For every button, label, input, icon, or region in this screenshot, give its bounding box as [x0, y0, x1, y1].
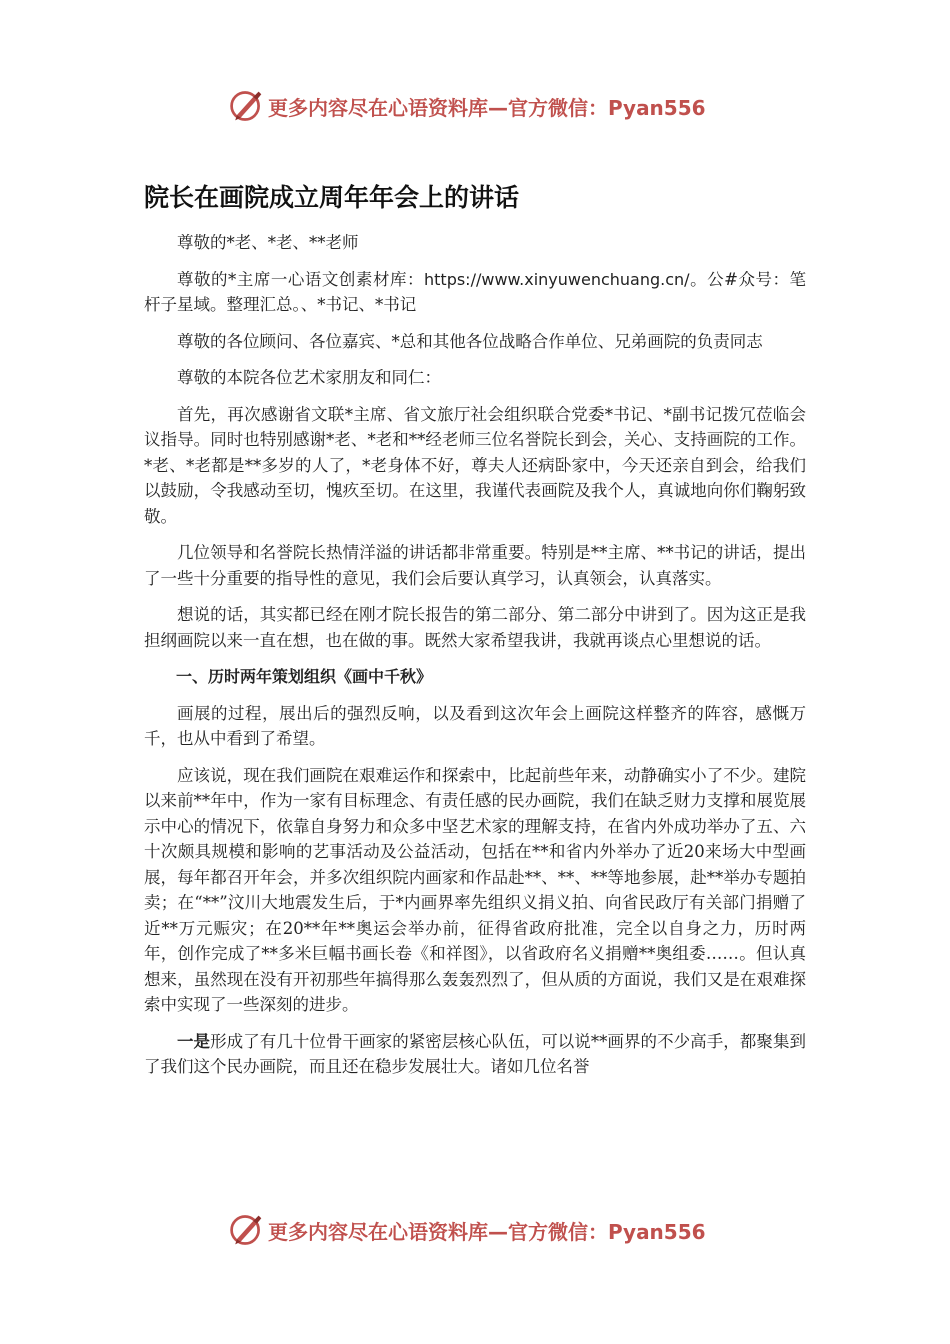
paragraph	[144, 1029, 806, 1080]
salutation	[144, 267, 806, 318]
banner-library-text: 更多内容尽在心语资料库	[268, 95, 488, 120]
banner-contact-text: 官方微信：Pyan556	[508, 1219, 706, 1244]
paragraph: 应该说，现在我们画院在艰难运作和探索中，比起前些年来，动静确实小了不少。建院以来前**年中，作为一家有目标理念、有责任感的民办画院，我们在缺乏财力支撑和展览展示中心的情况下，依靠自身努力和众多中坚艺术家的理解支持，在省内外成功举办了五、六十次颇具规模和影响的艺事活动及公益活动，包括在**和省内外举办了近20来场大中型画展，每年都召开年会，并多次组织院内画家和作品赴**、**、**等地参展，赴**举办专题拍卖；在“**”汶川大地震发生后，于*内画界率先组织义捐义拍、向省民政厅有关部门捐赠了近**万元赈灾；在20**年**奥运会举办前，征得省政府批准，完全以自身之力，历时两年，创作完成了**多米巨幅书画长卷《和祥图》，以省政府名义捐赠**奥组委……。但认真想来，虽然现在没有开初那些年搞得那么轰轰烈烈了，但从质的方面说，我们又是在艰难探索中实现了一些深刻的进步。	[144, 765, 806, 1014]
banner-text	[268, 1216, 706, 1245]
salutation: 尊敬的*老、*老、**老师	[177, 233, 359, 252]
banner-text	[268, 92, 706, 121]
document-body	[144, 230, 806, 1091]
paragraph-text: 形成了有几十位骨干画家的紧密层核心队伍，可以说**画界的不少高手，都聚集到了我们这个民办画院，而且还在稳步发展壮大。诸如几位名誉	[144, 1031, 807, 1076]
paragraph: 画展的过程，展出后的强烈反响，以及看到这次年会上画院这样整齐的阵容，感慨万千，也从中看到了希望。	[144, 703, 806, 748]
paragraph: 几位领导和名誉院长热情洋溢的讲话都非常重要。特别是**主席、**书记的讲话，提出了一些十分重要的指导性的意见，我们会后要认真学习，认真领会，认真落实。	[144, 543, 806, 588]
paragraph: 想说的话，其实都已经在刚才院长报告的第二部分、第二部分中讲到了。因为这正是我担纲画院以来一直在想，也在做的事。既然大家希望我讲，我就再谈点心里想说的话。	[144, 605, 806, 650]
document-title: 院长在画院成立周年年会上的讲话	[144, 183, 520, 212]
salutation-text: 尊敬的*主席一心语文创素材库：	[177, 269, 424, 289]
header-banner	[228, 84, 748, 128]
banner-library-text: 更多内容尽在心语资料库	[268, 1219, 488, 1244]
footer-banner	[228, 1208, 748, 1252]
banner-contact-text: 官方微信：Pyan556	[508, 95, 706, 120]
source-url: https://www.xinyuwenchuang.cn/	[424, 269, 690, 289]
paragraph-lead: 一是	[177, 1031, 211, 1051]
banner-dash: —	[488, 1219, 508, 1244]
salutation-text-rest: 。公#众号：笔杆子星域。整理汇总。、*书记、*书记	[144, 269, 807, 314]
banner-dash: —	[488, 95, 508, 120]
section-heading: 一、历时两年策划组织《画中千秋》	[176, 667, 433, 686]
pen-logo-icon	[228, 88, 264, 124]
salutation: 尊敬的各位顾问、各位嘉宾、*总和其他各位战略合作单位、兄弟画院的负责同志	[177, 331, 763, 351]
pen-logo-icon	[228, 1212, 264, 1248]
paragraph: 首先，再次感谢省文联*主席、省文旅厅社会组织联合党委*书记、*副书记拨冗莅临会议指导。同时也特别感谢*老、*老和**经老师三位名誉院长到会，关心、支持画院的工作。*老、*老都是**多岁的人了，*老身体不好，尊夫人还病卧家中，今天还亲自到会，给我们以鼓励，令我感动至切，愧疚至切。在这里，我谨代表画院及我个人，真诚地向你们鞠躬致敬。	[144, 404, 806, 526]
salutation: 尊敬的本院各位艺术家朋友和同仁：	[177, 368, 441, 387]
